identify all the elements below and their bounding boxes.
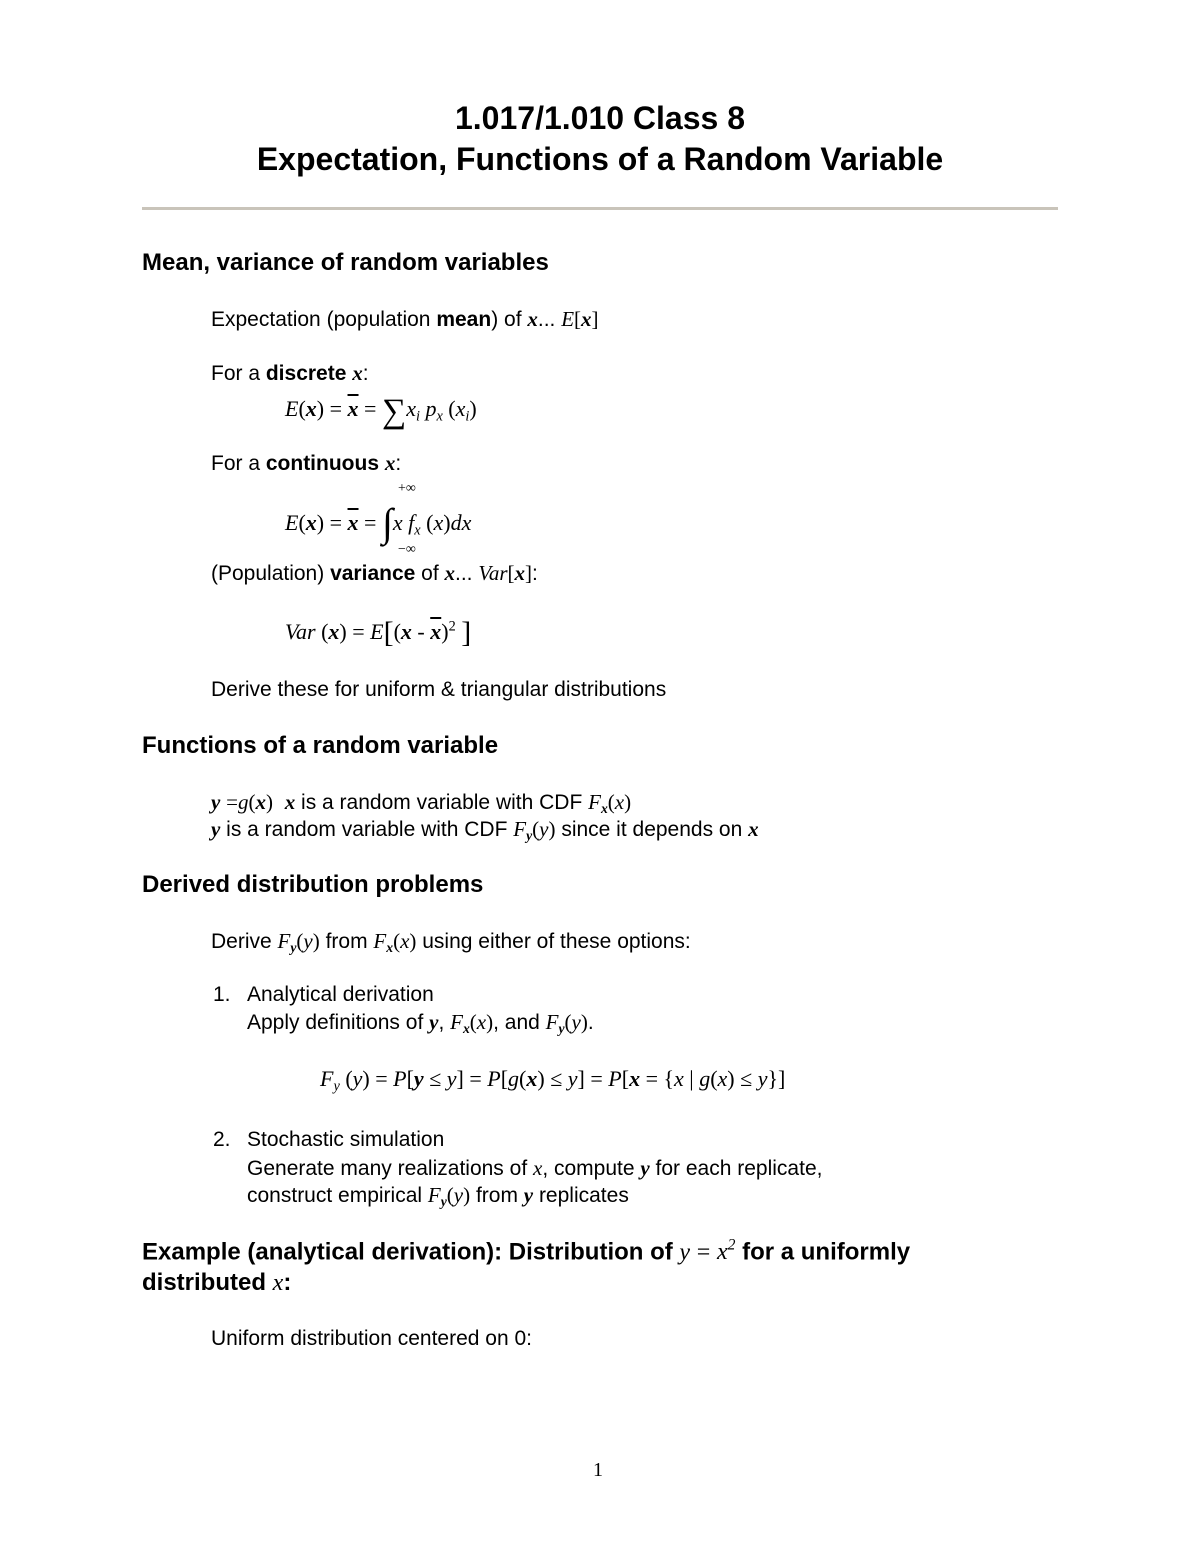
discrete-mean-equation: $E(x) = \overline{x} = \sum x_i$ $p_x$ $(x_i)$ — [285, 393, 477, 430]
heading-derived: Derived distribution problems — [142, 871, 484, 898]
heading-functions: Functions of a random variable — [142, 732, 499, 759]
heading-example-line2: distributed x: — [142, 1269, 292, 1296]
derived-intro: Derive $F_y(y)$ from $F_x(x)$ using either of these options: — [211, 929, 691, 956]
page-number: 1 — [593, 1459, 603, 1481]
page-title-line2: Expectation, Functions of a Random Variable — [256, 141, 944, 177]
heading-example-line1: Example (analytical derivation): Distribution of $y = x^2$ for a uniformly — [142, 1237, 911, 1266]
title-divider — [142, 207, 1058, 210]
continuous-line: For a continuous x: — [211, 451, 402, 475]
derive-note: Derive these for uniform & triangular distributions — [211, 678, 667, 701]
item1-title: Analytical derivation — [247, 983, 434, 1006]
function-line-2: y is a random variable with CDF $F_y(y)$ since it depends on x — [211, 817, 759, 844]
item2-number: 2. — [213, 1128, 231, 1151]
integral-lower-limit: −∞ — [398, 542, 416, 557]
integral-upper-limit: +∞ — [398, 481, 416, 496]
continuous-mean-equation: $E(x) = \overline{x} = \int x$ $f_x$ (x)dx — [285, 500, 472, 545]
page-title-line1: 1.017/1.010 Class 8 — [454, 100, 745, 136]
item1-number: 1. — [213, 983, 231, 1006]
analytical-cdf-equation: $F_y$ (y) = P[y ≤ y] = P[g(x) ≤ y] = P[x = {x | g(x) ≤ y}] — [320, 1066, 786, 1095]
variance-line: (Population) variance of x... Var[x]: — [211, 561, 538, 585]
item1-description: Apply definitions of y, $F_x(x)$, and $F_y(y)$. — [247, 1010, 594, 1037]
item2-line-2: construct empirical $F_y(y)$ from y replicates — [247, 1183, 629, 1210]
expectation-line: Expectation (population mean) of x... E[x] — [211, 307, 599, 331]
discrete-line: For a discrete x: — [211, 361, 369, 385]
variance-equation: Var $(x) = E[(x - \overline{x})^2$ ] — [285, 616, 472, 649]
item2-line-1: Generate many realizations of x, compute y for each replicate, — [247, 1156, 823, 1180]
uniform-text: Uniform distribution centered on 0: — [211, 1327, 532, 1350]
heading-mean-variance: Mean, variance of random variables — [142, 249, 549, 276]
function-line-1: y =g(x) x is a random variable with CDF $F_x(x)$ — [211, 790, 632, 817]
item2-title: Stochastic simulation — [247, 1128, 445, 1151]
